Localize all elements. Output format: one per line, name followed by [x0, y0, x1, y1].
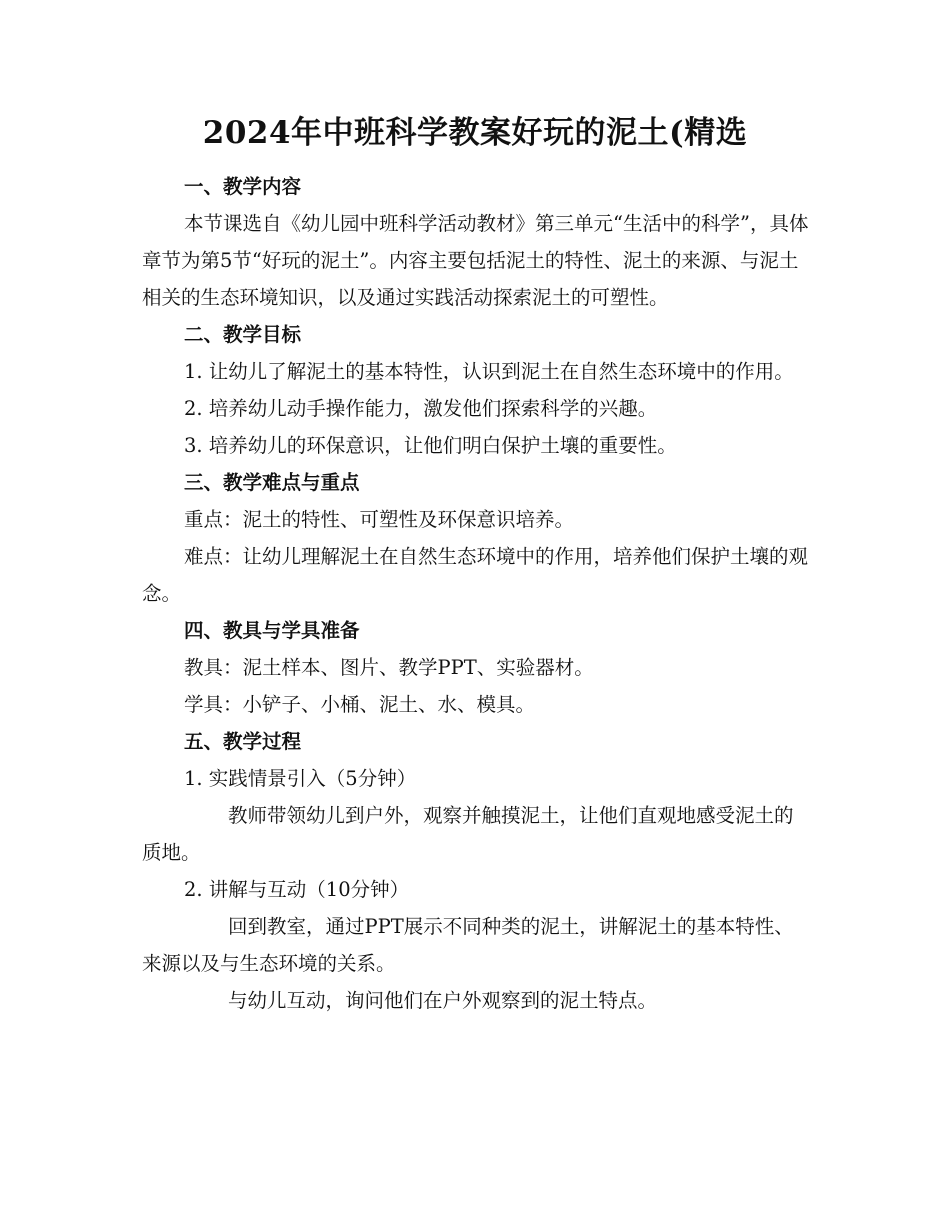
document-body	[142, 168, 812, 1019]
key-point-paragraph: 重点：泥土的特性、可塑性及环保意识培养。	[184, 508, 575, 531]
paragraph-teaching-content: 本节课选自《幼儿园中班科学活动教材》第三单元“生活中的科学”，具体章节为第5节“好玩的泥土”。内容主要包括泥土的特性、泥土的来源、与泥土相关的生态环境知识，以及通过实践活动探索泥土的可塑性。	[142, 212, 809, 309]
document-title: 2024年中班科学教案好玩的泥土(精选	[202, 115, 748, 151]
teacher-tools-paragraph: 教具：泥土样本、图片、教学PPT、实验器材。	[184, 656, 594, 679]
section-heading-materials: 四、教具与学具准备	[184, 619, 360, 642]
section-heading-teaching-goals: 二、教学目标	[184, 323, 302, 346]
difficult-point-paragraph: 难点：让幼儿理解泥土在自然生态环境中的作用，培养他们保护土壤的观念。	[142, 545, 809, 605]
section-heading-teaching-process: 五、教学过程	[184, 730, 302, 753]
goal-item-2: 2. 培养幼儿动手操作能力，激发他们探索科学的兴趣。	[184, 397, 658, 420]
process-step-2-text-2: 与幼儿互动，询问他们在户外观察到的泥土特点。	[228, 989, 658, 1012]
process-step-1-title: 1. 实践情景引入（5分钟）	[184, 767, 417, 790]
student-tools-paragraph: 学具：小铲子、小桶、泥土、水、模具。	[184, 693, 536, 716]
process-step-2-title: 2. 讲解与互动（10分钟）	[184, 878, 410, 901]
process-step-1-text: 教师带领幼儿到户外，观察并触摸泥土，让他们直观地感受泥土的质地。	[142, 804, 794, 864]
process-step-2-text: 回到教室，通过PPT展示不同种类的泥土，讲解泥土的基本特性、来源以及与生态环境的关系。	[142, 915, 794, 975]
goal-item-3: 3. 培养幼儿的环保意识，让他们明白保护土壤的重要性。	[184, 434, 677, 457]
goal-item-1: 1. 让幼儿了解泥土的基本特性，认识到泥土在自然生态环境中的作用。	[184, 360, 794, 383]
section-heading-key-difficult-points: 三、教学难点与重点	[184, 471, 360, 494]
section-heading-teaching-content: 一、教学内容	[184, 175, 302, 198]
